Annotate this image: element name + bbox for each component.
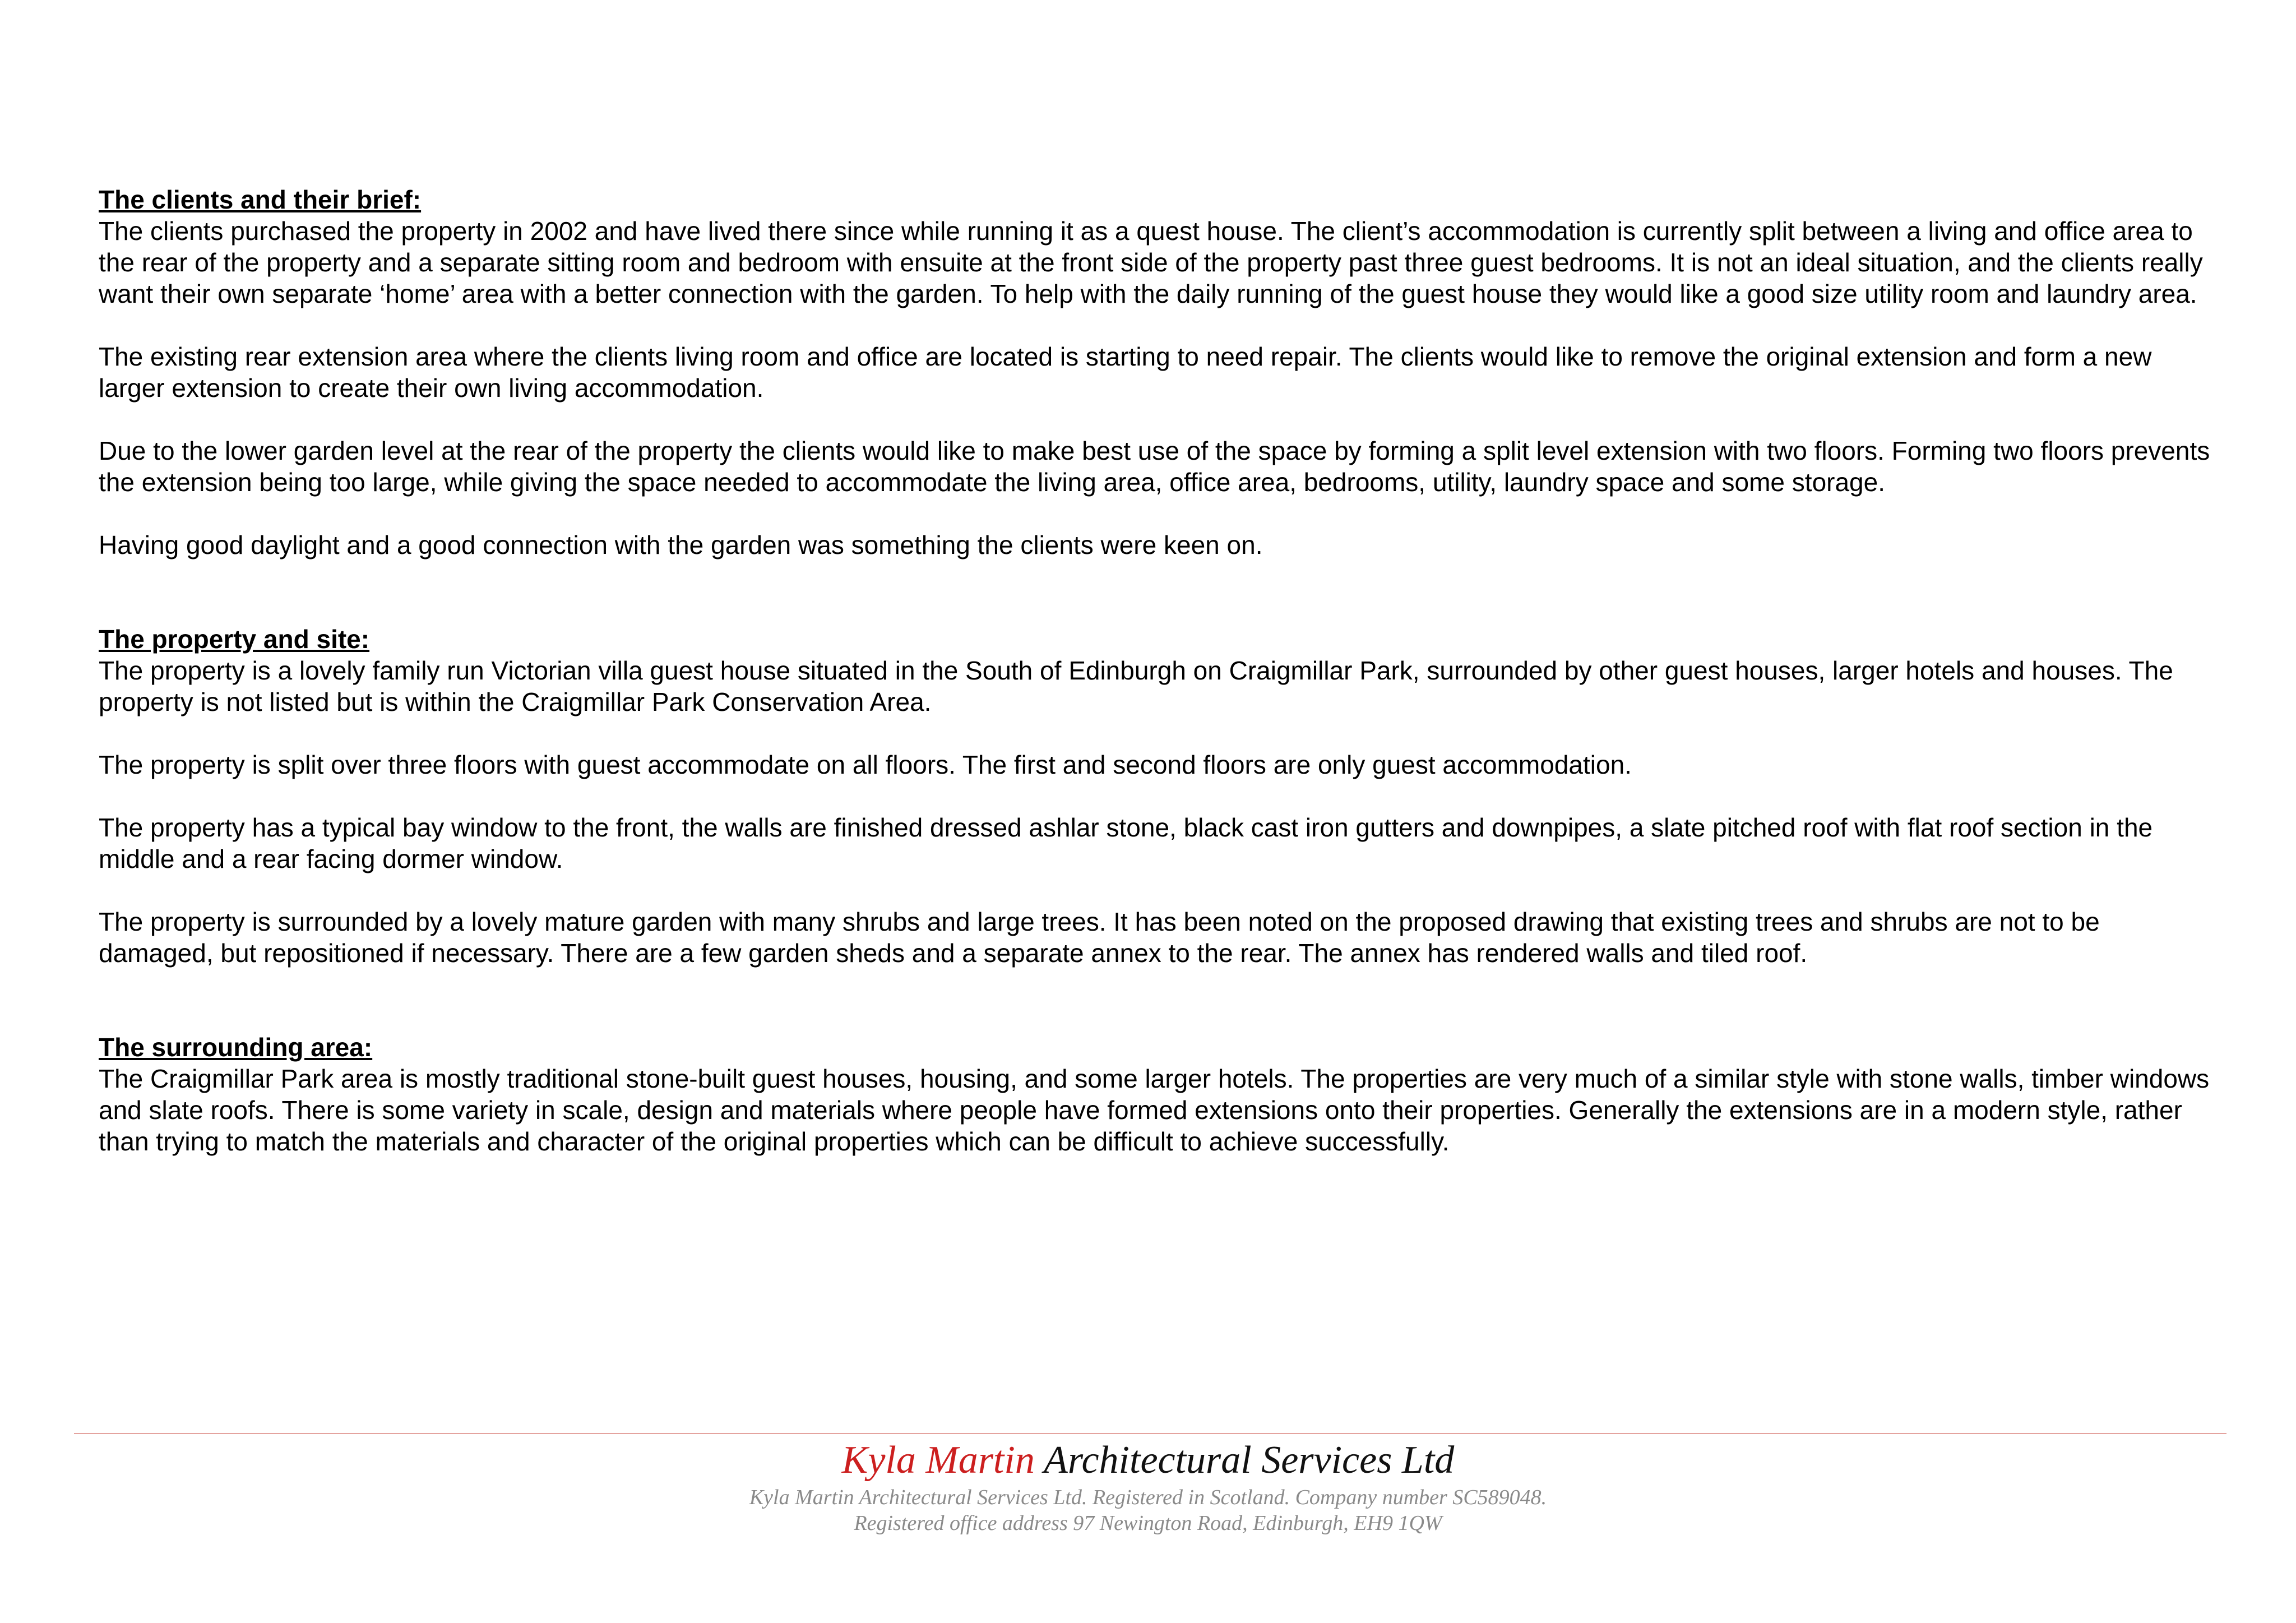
section-surrounding-area [99, 1032, 2218, 1157]
paragraph: The property has a typical bay window to the front, the walls are finished dressed ashlar stone, black cast iron gutters and downpipes, a slate pitched roof with flat roof section in the middle and a rear facing dormer window. [99, 813, 2153, 873]
registration-line: Kyla Martin Architectural Services Ltd. Registered in Scotland. Company number SC589048. [749, 1486, 1547, 1509]
brand-name: Kyla Martin [841, 1439, 1035, 1482]
brand-rest: Architectural Services Ltd [1044, 1439, 1455, 1482]
paragraph: The Craigmillar Park area is mostly traditional stone-built guest houses, housing, and some larger hotels. The properties are very much of a similar style with stone walls, timber windows and slate roofs. There is some variety in scale, design and materials where people have formed extensions onto their properties. Generally the extensions are in a modern style, rather than trying to match the materials and character of the original properties which can be difficult to achieve successfully. [99, 1064, 2210, 1156]
document-body [99, 184, 2218, 1157]
section-property-site [99, 623, 2218, 969]
page-footer [0, 1433, 2296, 1536]
section-clients-brief [99, 184, 2218, 561]
section-heading: The surrounding area: [99, 1033, 373, 1062]
paragraph: The existing rear extension area where the clients living room and office are located is starting to need repair. The clients would like to remove the original extension and form a new larger extension to create their own living accommodation. [99, 342, 2152, 403]
section-heading: The property and site: [99, 625, 370, 654]
address-line: Registered office address 97 Newington Road, Edinburgh, EH9 1QW [854, 1511, 1442, 1535]
paragraph: The property is surrounded by a lovely mature garden with many shrubs and large trees. It has been noted on the proposed drawing that existing trees and shrubs are not to be damaged, but repositioned if necessary. There are a few garden sheds and a separate annex to the rear. The annex has rendered walls and tiled roof. [99, 907, 2100, 968]
paragraph: Due to the lower garden level at the rear of the property the clients would like to make best use of the space by forming a split level extension with two floors. Forming two floors prevents the extension being too large, while giving the space needed to accommodate the living area, office area, bedrooms, utility, laundry space and some storage. [99, 436, 2210, 497]
paragraph: The property is a lovely family run Victorian villa guest house situated in the South of Edinburgh on Craigmillar Park, surrounded by other guest houses, larger hotels and houses. The property is not listed but is within the Craigmillar Park Conservation Area. [99, 656, 2173, 716]
paragraph: The clients purchased the property in 2002 and have lived there since while running it as a quest house. The client’s accommodation is currently split between a living and office area to the rear of the property and a separate sitting room and bedroom with ensuite at the front side of the property past three guest bedrooms. It is not an ideal situation, and the clients really want their own separate ‘home’ area with a better connection with the garden. To help with the daily running of the guest house they would like a good size utility room and laundry area. [99, 216, 2203, 308]
section-heading: The clients and their brief: [99, 185, 422, 214]
company-logotype [0, 1436, 2296, 1485]
paragraph: The property is split over three floors with guest accommodate on all floors. The first and second floors are only guest accommodation. [99, 750, 1632, 779]
paragraph: Having good daylight and a good connection with the garden was something the clients were keen on. [99, 530, 1263, 560]
